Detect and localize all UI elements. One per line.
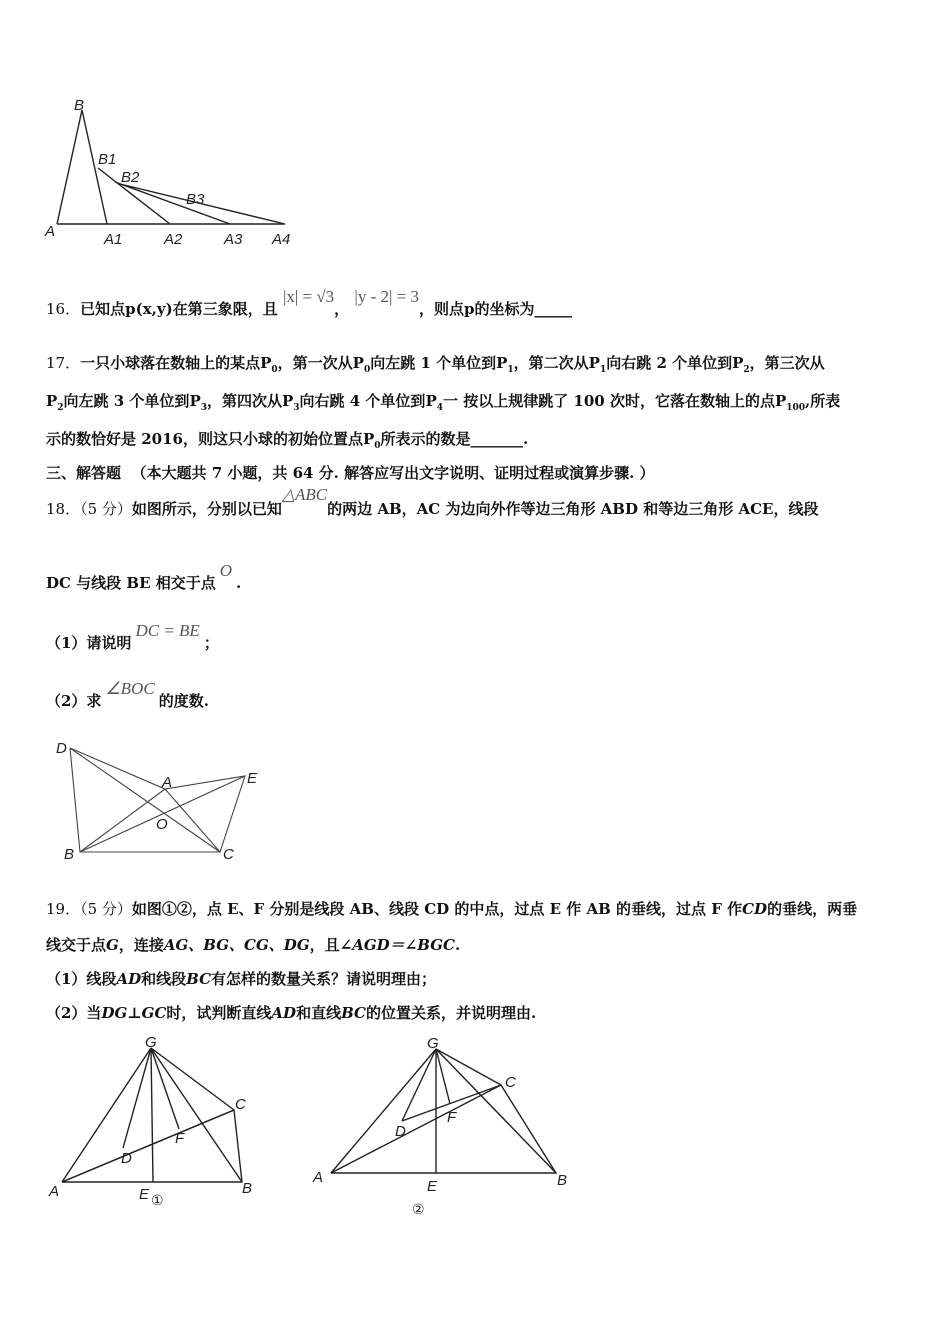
- q18-text: 如图所示，分别以已知: [131, 500, 282, 518]
- label-C: C: [223, 846, 234, 863]
- q17-text: 所表示的数是: [380, 430, 471, 448]
- q18-text: ；: [203, 634, 219, 652]
- segment-dc: [70, 748, 220, 852]
- fig2-label-D: D: [395, 1123, 406, 1140]
- q19-number: 19．: [46, 900, 81, 918]
- label-B3: B3: [186, 191, 205, 208]
- q16-number: 16．: [46, 300, 81, 318]
- q18-text: DC 与线段 BE 相交于点: [46, 574, 216, 592]
- q17-text: 一 按以上规律跳了 100 次时，它落在数轴上的点: [442, 392, 775, 410]
- label-A: A: [45, 223, 56, 240]
- fig1-label-G: G: [145, 1035, 157, 1051]
- q19-text: （1）线段: [46, 970, 117, 988]
- q18-text: 的度数.: [158, 692, 209, 710]
- q17-text: ,所表: [805, 392, 841, 410]
- q19-text: ，连接: [118, 936, 164, 954]
- q19-text: 线交于点: [46, 936, 107, 954]
- label-O: O: [156, 816, 168, 833]
- q18-text: .: [236, 574, 242, 592]
- q16-text: 在第三象限，且: [172, 300, 278, 318]
- q19-text: 如图①②，点 E、F 分别是线段 AB、线段 CD 的中点，过点 E 作 AB 的垂线，过点 F 作: [131, 900, 743, 918]
- q19-angles: ∠AGD＝∠BGC: [339, 936, 455, 954]
- fig1-segment-ag: [62, 1048, 151, 1182]
- question-19-line-1: [46, 898, 857, 919]
- q19-figure-2: [305, 1032, 585, 1222]
- q19-text: 和直线: [296, 1004, 342, 1022]
- q18-part-1-text: （1）请说明: [46, 634, 132, 652]
- q19-cd: CD: [742, 900, 768, 918]
- q15-figure: [40, 90, 310, 250]
- q17-text: ，第二次从: [513, 354, 589, 372]
- q16-equation-2: |y - 2| = 3: [354, 287, 419, 306]
- q17-text: 一只小球落在数轴上的某点: [80, 354, 261, 372]
- fig2-triangle-abc: [331, 1085, 556, 1173]
- q16-answer-blank: _____: [534, 300, 573, 318]
- q19-text: 有怎样的数量关系？请说明理由；: [211, 970, 437, 988]
- label-A3: A3: [224, 231, 243, 248]
- q17-text: ，第三次从: [749, 354, 825, 372]
- fig2-label-A: A: [313, 1169, 324, 1186]
- fig1-segment-ac: [62, 1110, 234, 1182]
- q19-segments: AG、BG、CG、DG: [163, 936, 310, 954]
- q19-text: ，且: [309, 936, 340, 954]
- question-19-part-1: [46, 968, 436, 989]
- fig1-label-A: A: [49, 1183, 60, 1200]
- q17-text: 向左跳 3 个单位到: [63, 392, 190, 410]
- q17-text: 向右跳 2 个单位到: [606, 354, 733, 372]
- fig1-segment-gf: [151, 1048, 179, 1129]
- label-B: B: [74, 97, 85, 114]
- label-D: D: [56, 740, 67, 757]
- fig1-label-C: C: [235, 1096, 246, 1113]
- q18-part-2-text: （2）求: [46, 692, 102, 710]
- q19-ad: AD: [271, 1004, 297, 1022]
- q19-text: 和线段: [141, 970, 187, 988]
- q19-bc: BC: [186, 970, 212, 988]
- q18-score: （5 分）: [80, 500, 132, 518]
- segment-b2a3: [115, 182, 230, 224]
- q19-figure-1: [45, 1035, 270, 1215]
- fig2-label-B: B: [557, 1172, 568, 1189]
- section-note: （本大题共 7 小题，共 64 分. 解答应写出文字说明、证明过程或演算步骤. ）: [131, 464, 655, 482]
- q19-text: 的垂线，两垂: [767, 900, 858, 918]
- q19-text: 的位置关系，并说明理由.: [366, 1004, 537, 1022]
- q17-text: .: [523, 430, 529, 448]
- fig2-segment-gc: [436, 1049, 501, 1085]
- question-18-part-2: [46, 679, 209, 711]
- q17-answer-blank: _______: [470, 430, 524, 448]
- q19-score: （5 分）: [80, 900, 132, 918]
- q18-point-o: O: [219, 561, 233, 580]
- label-A2: A2: [164, 231, 183, 248]
- label-E: E: [247, 770, 258, 787]
- label-B1: B1: [98, 151, 117, 168]
- question-17-line-3: 示的数恰好是 2016，则这只小球的初始位置点$P_0$所表示的数是_______.: [46, 430, 529, 451]
- q19-text: （2）当: [46, 1004, 102, 1022]
- q16-point-name: p: [464, 300, 475, 318]
- q16-point: p(x,y): [125, 300, 173, 318]
- q17-text: 向右跳 4 个单位到: [299, 392, 426, 410]
- section-title: 三、解答题: [46, 464, 122, 482]
- q18-part-1-math: DC = BE: [135, 621, 200, 640]
- question-19-line-2: [46, 934, 460, 955]
- label-A4: A4: [272, 231, 291, 248]
- fig1-label-D: D: [121, 1150, 132, 1167]
- q16-equation-1: |x| = √3: [282, 287, 335, 306]
- q18-number: 18．: [46, 500, 81, 518]
- q19-bc: BC: [341, 1004, 366, 1022]
- fig2-label-E: E: [427, 1178, 438, 1195]
- q19-text: 时，试判断直线: [166, 1004, 272, 1022]
- question-16: [46, 287, 573, 319]
- fig1-label-E: E: [139, 1186, 150, 1203]
- q16-comma: ，: [334, 300, 350, 318]
- q18-triangle: △ABC: [281, 485, 328, 504]
- label-A: A: [162, 774, 173, 791]
- question-17-line-1: 17．一只小球落在数轴上的某点$P_0$，第一次从$P_0$向左跳 1 个单位到$P_1$，第二次从$P_1$向右跳 2 个单位到$P_2$，第三次从: [46, 354, 825, 375]
- q19-g: G: [106, 936, 119, 954]
- q16-text: 已知点: [80, 300, 126, 318]
- q16-text: ，则点: [418, 300, 464, 318]
- q17-text: 示的数恰好是 2016，则这只小球的初始位置点: [46, 430, 363, 448]
- fig2-caption: ②: [412, 1201, 425, 1217]
- q19-text: .: [454, 936, 461, 954]
- segment-ba: [80, 789, 165, 852]
- q17-text: ，第一次从: [277, 354, 353, 372]
- fig1-label-B: B: [242, 1180, 253, 1197]
- fig1-caption: ①: [151, 1192, 164, 1208]
- q17-text: 向左跳 1 个单位到: [370, 354, 497, 372]
- q17-number: 17．: [46, 354, 81, 372]
- question-18-line-1: [46, 485, 819, 519]
- segment-ac: [165, 789, 220, 852]
- question-18-part-1: [46, 621, 219, 653]
- q18-figure: [50, 735, 280, 870]
- question-18-line-2: [46, 561, 242, 593]
- label-A1: A1: [104, 231, 123, 248]
- fig1-segment-gb: [151, 1048, 242, 1182]
- q16-text: 的坐标为: [474, 300, 535, 318]
- fig2-segment-ag: [331, 1049, 436, 1173]
- fig2-label-F: F: [447, 1109, 457, 1126]
- fig1-segment-gd: [123, 1048, 151, 1148]
- q17-text: ，第四次从: [206, 392, 282, 410]
- fig1-segment-ge: [151, 1048, 153, 1182]
- q18-text: 的两边 AB，AC 为边向外作等边三角形 ABD 和等边三角形 ACE，线段: [327, 500, 819, 518]
- fig2-label-C: C: [505, 1074, 516, 1091]
- q18-part-2-math: ∠BOC: [105, 679, 155, 698]
- fig2-label-G: G: [427, 1035, 439, 1052]
- label-B: B: [64, 846, 75, 863]
- section-3-heading: [46, 462, 655, 483]
- label-B2: B2: [121, 169, 140, 186]
- question-17-line-2: $P_2$向左跳 3 个单位到$P_3$，第四次从$P_3$向右跳 4 个单位到$P_4$一 按以上规律跳了 100 次时，它落在数轴上的点$P_{100}$,所表: [46, 392, 841, 413]
- q19-ad: AD: [116, 970, 142, 988]
- question-19-part-2: [46, 1002, 536, 1023]
- fig2-segment-gf: [436, 1049, 450, 1104]
- q18-outline: [70, 748, 245, 852]
- fig1-label-F: F: [175, 1130, 185, 1147]
- fig1-segment-gc: [151, 1048, 234, 1110]
- q19-perp: DG⊥GC: [101, 1004, 167, 1022]
